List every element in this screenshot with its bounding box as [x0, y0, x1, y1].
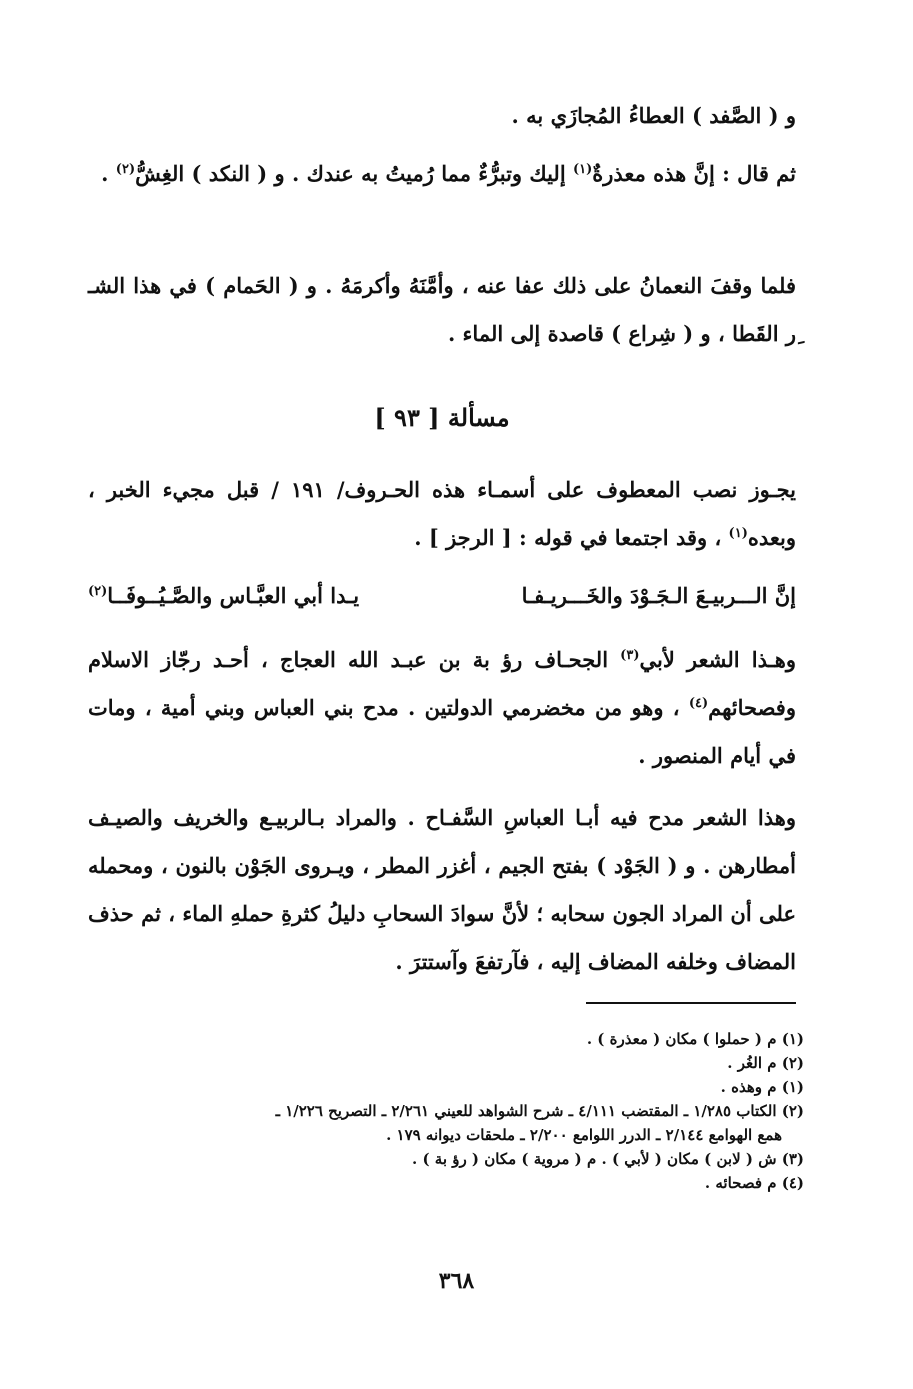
paragraph-poet: [88, 636, 796, 780]
footnote-divider: [586, 1002, 796, 1004]
paragraph-text: ثم قال : إنَّ هذه معذرةٌ: [592, 161, 796, 186]
paragraph-safad: [88, 92, 796, 140]
footnote: (٣) ش ( لابن ) مكان ( لأبي ) . م ( مروية ) مكان ( رؤ بة ) .: [412, 1150, 804, 1168]
footnote-ref: (١): [572, 162, 593, 177]
paragraph-rule: [88, 466, 796, 562]
paragraph-text: و ( الصَّفد ) العطاءُ المُجازَي به .: [511, 103, 796, 128]
paragraph-text: يجـوز نصب المعطوف على أسمـاء هذه الحـروف/ ١٩١ / قبل مجيء الخبر ، وبعده: [88, 477, 796, 550]
footnote: (٤) م فصحائه .: [704, 1174, 804, 1192]
poetry-verse: [88, 572, 796, 620]
paragraph-text: إليك وتبرُّءٌ مما رُميتُ به عندك . و ( النكد ) الغِشُّ: [135, 161, 573, 186]
paragraph-text: .: [101, 161, 116, 186]
footnote-continuation: همع الهوامع ٢/١٤٤ ـ الدرر اللوامع ٢/٢٠٠ ـ ملحقات ديوانه ١٧٩ .: [386, 1126, 782, 1144]
footnote-ref: (٣): [620, 648, 640, 663]
verse-first-hemistich: إنَّ الـــربيـعَ الـجَـوْدَ والخَـــريـفـا: [521, 583, 796, 608]
paragraph-text: الجحـاف رؤ بة بن عبـد الله العجاج ، أحـد رجّاز الاسلام وفصحائهم: [88, 647, 796, 720]
footnote: (١) م ( حملوا ) مكان ( معذرة ) .: [586, 1030, 804, 1048]
footnote: (٢) الكتاب ١/٢٨٥ ـ المقتضب ٤/١١١ ـ شرح الشواهد للعيني ٢/٢٦١ ـ التصريح ١/٢٢٦ ـ: [275, 1102, 804, 1120]
paragraph-text: وهـذا الشعر لأبي: [639, 647, 796, 672]
page-number: ٣٦٨: [438, 1268, 475, 1294]
paragraph-text: فلما وقفَ النعمانُ على ذلك عفا عنه ، وأمَّنَهُ وأكرمَهُ . و ( الحَمام ) في هذا الشـ ِر القَطا ، و ( شِراع ) قاصدة إلى الماء .: [88, 273, 796, 346]
footnote-ref: (٤): [688, 696, 709, 711]
footnotes: [96, 1027, 804, 1195]
footnote-ref: (١): [728, 526, 748, 541]
footnote: (١) م وهذه .: [720, 1078, 804, 1096]
paragraph-text: ، وهو من مخضرمي الدولتين . مدح بني العباس وبني أمية ، ومات في أيام المنصور .: [88, 695, 796, 768]
paragraph-numan: [88, 262, 796, 358]
footnote-ref: (٢): [115, 162, 136, 177]
paragraph-text: وهذا الشعر مدح فيه أبـا العباسِ السَّفـاح . والمراد بـالربيـع والخريف والصيـف أمطارهن . و ( الجَوْد ) بفتح الجيم ، أغزر المطر ، ويـروى الجَوْن بالنون ، ومحمله على أن المراد الجون سحابه ؛ لأنَّ سوادَ السحابِ دليلُ كثرةِ حملهِ الماء ، ثم حذف المضاف وخلفه المضاف إليه ، فآرتفعَ وآستترَ .: [88, 805, 796, 974]
verse-second-text: يـدا أبي العبَّـاس والصَّـيُــوفَــا: [107, 583, 360, 608]
footnote: (٢) م الغُر .: [727, 1054, 804, 1072]
verse-second-hemistich: [88, 572, 359, 620]
paragraph-text: ، وقد اجتمعا في قوله : [ الرجز ] .: [414, 525, 729, 550]
paragraph-commentary: [88, 794, 796, 986]
paragraph-apology: [88, 150, 796, 198]
footnote-ref: (٢): [88, 584, 108, 599]
section-heading: مسألة [ ٩٣ ]: [374, 403, 510, 432]
